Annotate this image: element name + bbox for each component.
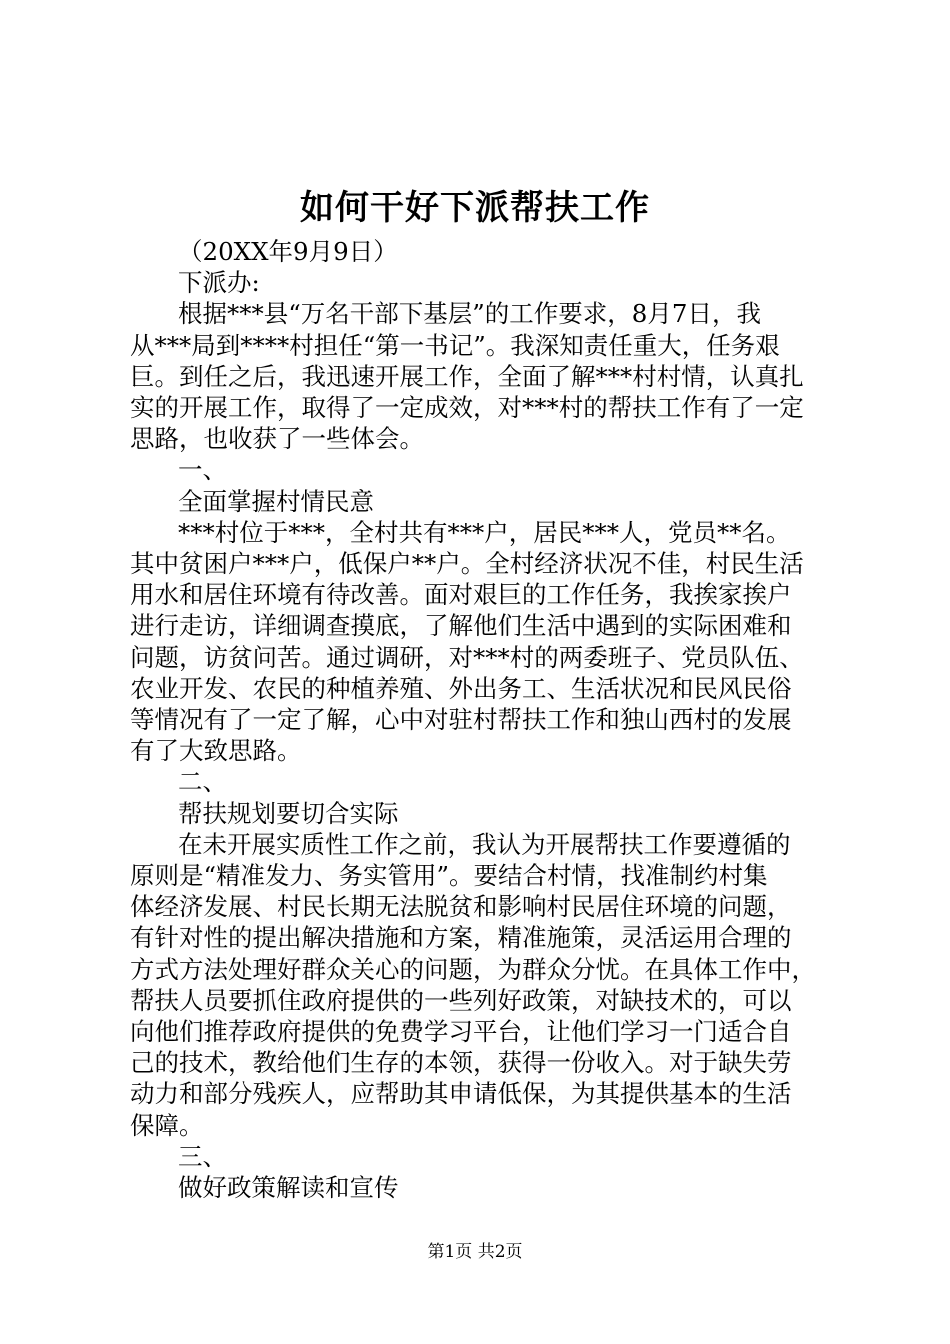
- document-title: 如何干好下派帮扶工作: [300, 188, 650, 228]
- text-line: 原则是“精准发力、务实管用”。要结合村情，找准制约村集: [130, 861, 768, 891]
- text-line: 帮扶规划要切合实际: [178, 798, 399, 828]
- text-line: 帮扶人员要抓住政府提供的一些列好政策，对缺技术的，可以: [130, 985, 792, 1015]
- text-line: 向他们推荐政府提供的免费学习平台，让他们学习一门适合自: [130, 1017, 792, 1047]
- text-line: （20XX年9月9日）: [178, 237, 398, 266]
- page-footer: 第1页 共2页: [427, 1242, 523, 1262]
- text-line: 下派办:: [178, 268, 260, 298]
- text-line: 方式方法处理好群众关心的问题，为群众分忧。在具体工作中，: [130, 954, 816, 984]
- text-line: 体经济发展、村民长期无法脱贫和影响村民居住环境的问题，: [130, 892, 792, 922]
- text-line: 思路，也收获了一些体会。: [130, 424, 424, 454]
- text-line: 巨。到任之后，我迅速开展工作，全面了解***村村情，认真扎: [130, 361, 804, 391]
- text-line: 有了大致思路。: [130, 736, 302, 766]
- document-body: [130, 236, 840, 1203]
- text-line: 三、: [178, 1141, 227, 1171]
- text-line: 实的开展工作，取得了一定成效，对***村的帮扶工作有了一定: [130, 393, 804, 423]
- text-line: 保障。: [130, 1110, 204, 1140]
- text-line: 做好政策解读和宣传: [178, 1173, 399, 1203]
- text-line: 有针对性的提出解决措施和方案，精准施策，灵活运用合理的: [130, 923, 792, 953]
- text-line: 从***局到****村担任“第一书记”。我深知责任重大，任务艰: [130, 330, 780, 360]
- text-line: 动力和部分残疾人，应帮助其申请低保，为其提供基本的生活: [130, 1079, 792, 1109]
- text-line: 农业开发、农民的种植养殖、外出务工、生活状况和民风民俗: [130, 673, 792, 703]
- text-line: 问题，访贫问苦。通过调研，对***村的两委班子、党员队伍、: [130, 642, 804, 672]
- text-line: 己的技术，教给他们生存的本领，获得一份收入。对于缺失劳: [130, 1048, 792, 1078]
- text-line: 在未开展实质性工作之前，我认为开展帮扶工作要遵循的: [178, 829, 791, 859]
- text-line: 用水和居住环境有待改善。面对艰巨的工作任务，我挨家挨户: [130, 580, 792, 610]
- text-line: 等情况有了一定了解，心中对驻村帮扶工作和独山西村的发展: [130, 705, 792, 735]
- text-line: ***村位于***，全村共有***户，居民***人，党员**名。: [178, 517, 791, 547]
- text-line: 根据***县“万名干部下基层”的工作要求，8月7日，我: [178, 299, 761, 329]
- text-line: 一、: [178, 455, 227, 485]
- text-line: 进行走访，详细调查摸底，了解他们生活中遇到的实际困难和: [130, 611, 792, 641]
- text-line: 其中贫困户***户，低保户**户。全村经济状况不佳，村民生活: [130, 549, 804, 579]
- text-line: 二、: [178, 767, 227, 797]
- text-line: 全面掌握村情民意: [178, 486, 374, 516]
